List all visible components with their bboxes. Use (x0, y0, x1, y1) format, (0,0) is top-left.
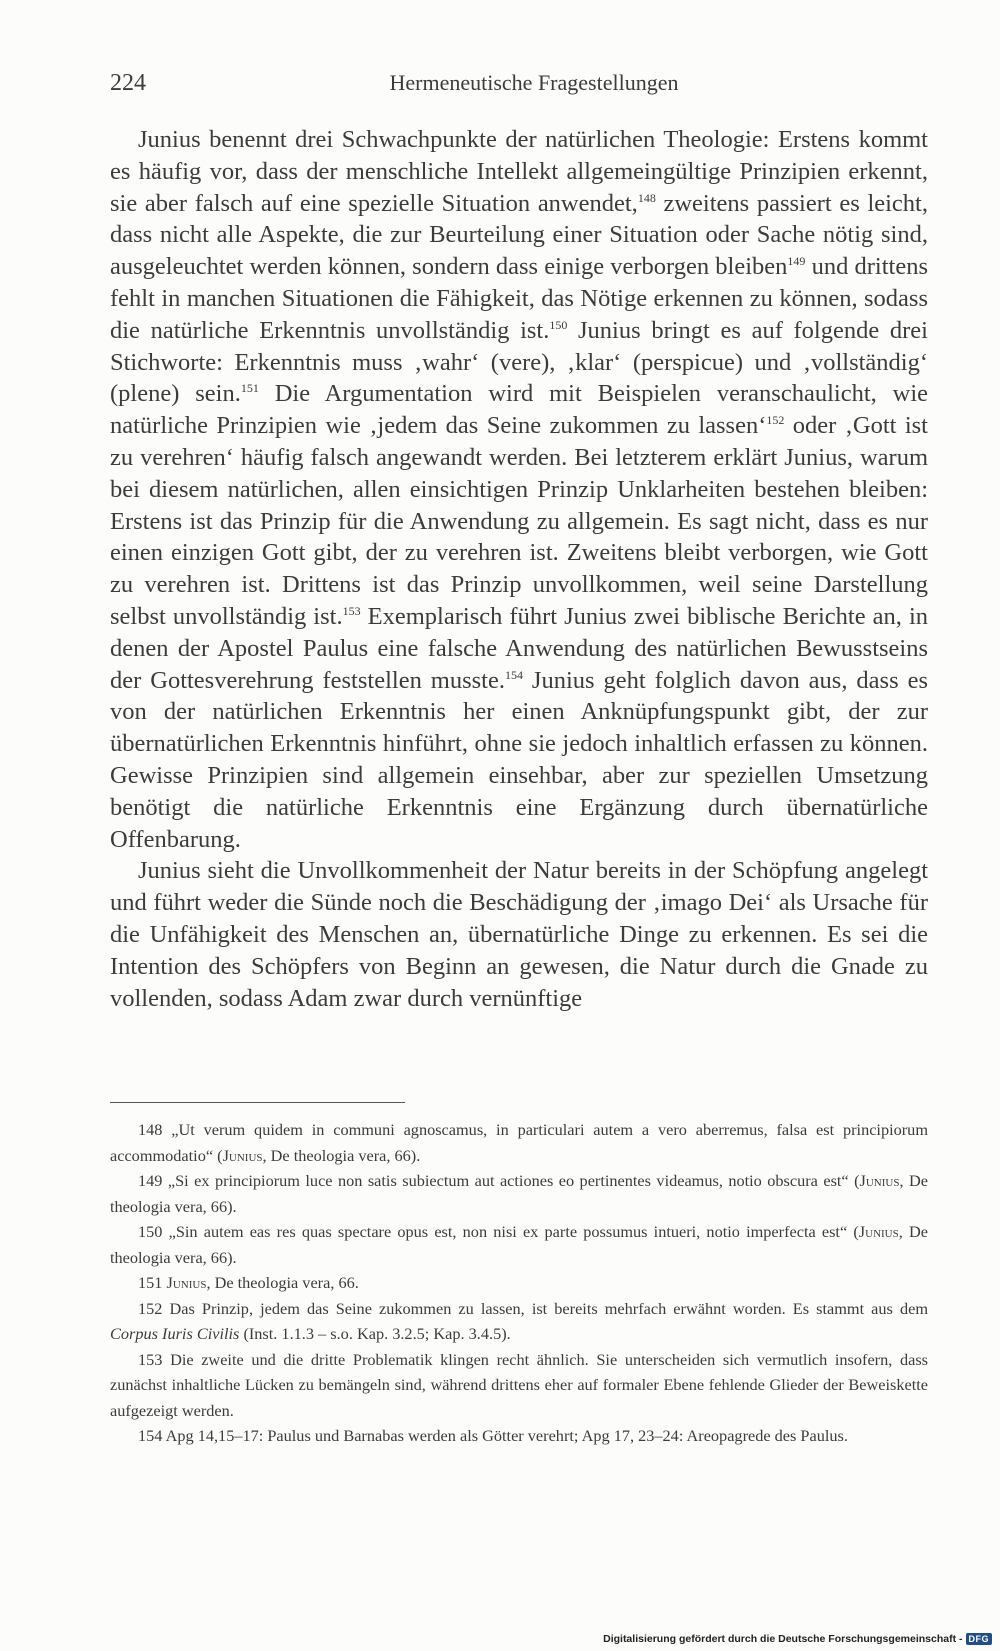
footnote-153 (110, 1347, 928, 1424)
text-run: Junius benennt drei Schwachpunkte der natürlichen Theologie: Erstens kommt es häufig vor, dass der menschliche Intellekt allgemeingültige Prinzipien erkennt, sie aber falsch auf eine spezielle Situation anwendet, (110, 126, 928, 217)
footnote-148 (110, 1117, 928, 1168)
footnote-ref-152[interactable]: 152 (766, 413, 785, 428)
footnote-number: 151 (138, 1273, 163, 1292)
footnote-ref: , De theologia vera, 66. (206, 1273, 359, 1292)
dfg-logo-icon: DFG (966, 1633, 993, 1645)
footnote-text: „Si ex principiorum luce non satis subiectum aut actiones eo pertinentes videamus, notio obscura est“ ( (167, 1171, 860, 1190)
footnote-151 (110, 1270, 928, 1296)
footnote-text: „Sin autem eas res quas spectare opus est, non nisi ex parte possumus intueri, notio imperfecta est“ ( (168, 1222, 859, 1241)
footnote-ref-149[interactable]: 149 (787, 254, 806, 269)
footnote-text: Apg 14,15–17: Paulus und Barnabas werden als Götter verehrt; Apg 17, 23–24: Areopagrede des Paulus. (165, 1426, 848, 1445)
footnote-ref: , De theologia vera, 66). (110, 1171, 928, 1216)
footnote-author: Junius (858, 1222, 899, 1241)
text-run: und drittens fehlt in manchen Situationen die Fähigkeit, das Nötige erkennen zu können, sodass die natürliche Erkenntnis unvollständig ist. (110, 253, 928, 344)
text-run: Junius geht folglich davon aus, dass es von der natürlichen Erkenntnis her einen Anknüpfungspunkt gibt, der zur übernatürlichen Erkenntnis hinführt, ohne sie jedoch inhaltlich erfassen zu können. Gewisse Prinzipien sind allgemein einsehbar, aber zur speziellen Umsetzung benötigt die natürliche Erkenntnis eine Ergänzung durch übernatürliche Offenbarung. (110, 666, 928, 853)
footnote-ref-148[interactable]: 148 (637, 190, 656, 205)
footnote-number: 150 (138, 1222, 163, 1241)
footnote-italic-title: Corpus Iuris Civilis (110, 1324, 240, 1343)
footnote-150 (110, 1219, 928, 1270)
text-run: Die Argumentation wird mit Beispielen veranschaulicht, wie natürliche Prinzipien wie ‚jedem das Seine zukommen zu lassen‘ (110, 380, 928, 440)
footnote-number: 152 (138, 1298, 163, 1318)
footnote-text: Die zweite und die dritte Problematik klingen recht ähnlich. Sie unterscheiden sich vermutlich insofern, dass zunächst inhaltliche Lücken zu bemängeln sind, während drittens eher auf formaler Ebene fehlende Glieder der Beweiskette aufgezeigt werden. (110, 1349, 928, 1420)
text-run: oder ‚Gott ist zu verehren‘ häufig falsch angewandt werden. Bei letzterem erklärt Junius, warum bei diesem natürlichen, allen einsichtigen Prinzip Unklarheiten bestehen bleiben: Erstens ist das Prinzip für die Anwendung zu allgemein. Es sagt nicht, dass es nur einen einzigen Gott gibt, der zu verehren ist. Zweitens bleibt verborgen, wie Gott zu verehren ist. Drittens ist das Prinzip unvollkommen, weil seine Darstellung selbst unvollständig ist. (110, 412, 928, 630)
footnote-154 (110, 1423, 928, 1449)
page-header (110, 70, 928, 106)
footnote-ref: , De theologia vera, 66). (110, 1222, 928, 1267)
paragraph-1 (110, 124, 928, 855)
footnote-ref: (Inst. 1.1.3 – s.o. Kap. 3.2.5; Kap. 3.4.5). (239, 1324, 511, 1343)
text-run: Junius bringt es auf folgende drei Stichworte: Erkenntnis muss ‚wahr‘ (vere), ‚klar‘ (perspicue) und ‚vollständig‘ (plene) sein. (110, 316, 928, 408)
footnote-author: Junius (859, 1171, 900, 1190)
footnote-ref-153[interactable]: 153 (342, 603, 361, 618)
footnote-ref-150[interactable]: 150 (549, 317, 568, 332)
footnote-number: 149 (138, 1171, 163, 1190)
footnote-divider (110, 1102, 405, 1103)
footnote-149 (110, 1168, 928, 1219)
footnote-author: Junius (166, 1273, 207, 1292)
footnote-number: 154 (138, 1426, 163, 1445)
running-title: Hermeneutische Fragestellungen (389, 70, 679, 95)
footnote-ref: , De theologia vera, 66). (262, 1145, 421, 1165)
footnote-ref-151[interactable]: 151 (240, 381, 259, 396)
footnote-152 (110, 1296, 928, 1347)
page-number: 224 (110, 70, 146, 96)
digitization-credit (603, 1633, 992, 1645)
footnote-number: 153 (138, 1349, 163, 1369)
footnote-ref-154[interactable]: 154 (504, 667, 523, 682)
footnote-author: Junius (222, 1145, 263, 1165)
footnote-text: „Ut verum quidem in communi agnoscamus, in particulari autem a vero aberremus, falsa est principiorum accommodatio“ ( (110, 1120, 928, 1165)
paragraph-2: Junius sieht die Unvollkommenheit der Natur bereits in der Schöpfung angelegt und führt weder die Sünde noch die Beschädigung der ‚imago Dei‘ als Ursache für die Unfähigkeit des Menschen an, übernatürliche Dinge zu erkennen. Es sei die Intention des Schöpfers von Beginn an gewesen, die Natur durch die Gnade zu vollenden, sodass Adam zwar durch vernünftige (110, 857, 928, 1012)
credit-text: Digitalisierung gefördert durch die Deutsche Forschungsgemeinschaft - (603, 1633, 963, 1645)
footnote-number: 148 (138, 1120, 163, 1139)
footnotes (110, 1117, 928, 1449)
body-text (110, 124, 928, 1014)
footnote-text: Das Prinzip, jedem das Seine zukommen zu lassen, ist bereits mehrfach erwähnt worden. Es stammt aus dem (169, 1298, 929, 1318)
text-run: Exemplarisch führt Junius zwei biblische Berichte an, in denen der Apostel Paulus eine falsche Anwendung des natürlichen Bewusstseins der Gottesverehrung feststellen musste. (110, 602, 929, 694)
text-run: zweitens passiert es leicht, dass nicht alle Aspekte, die zur Beurteilung einer Situation oder Sache nötig sind, ausgeleuchtet werden können, sondern dass einige verborgen bleiben (110, 189, 928, 281)
